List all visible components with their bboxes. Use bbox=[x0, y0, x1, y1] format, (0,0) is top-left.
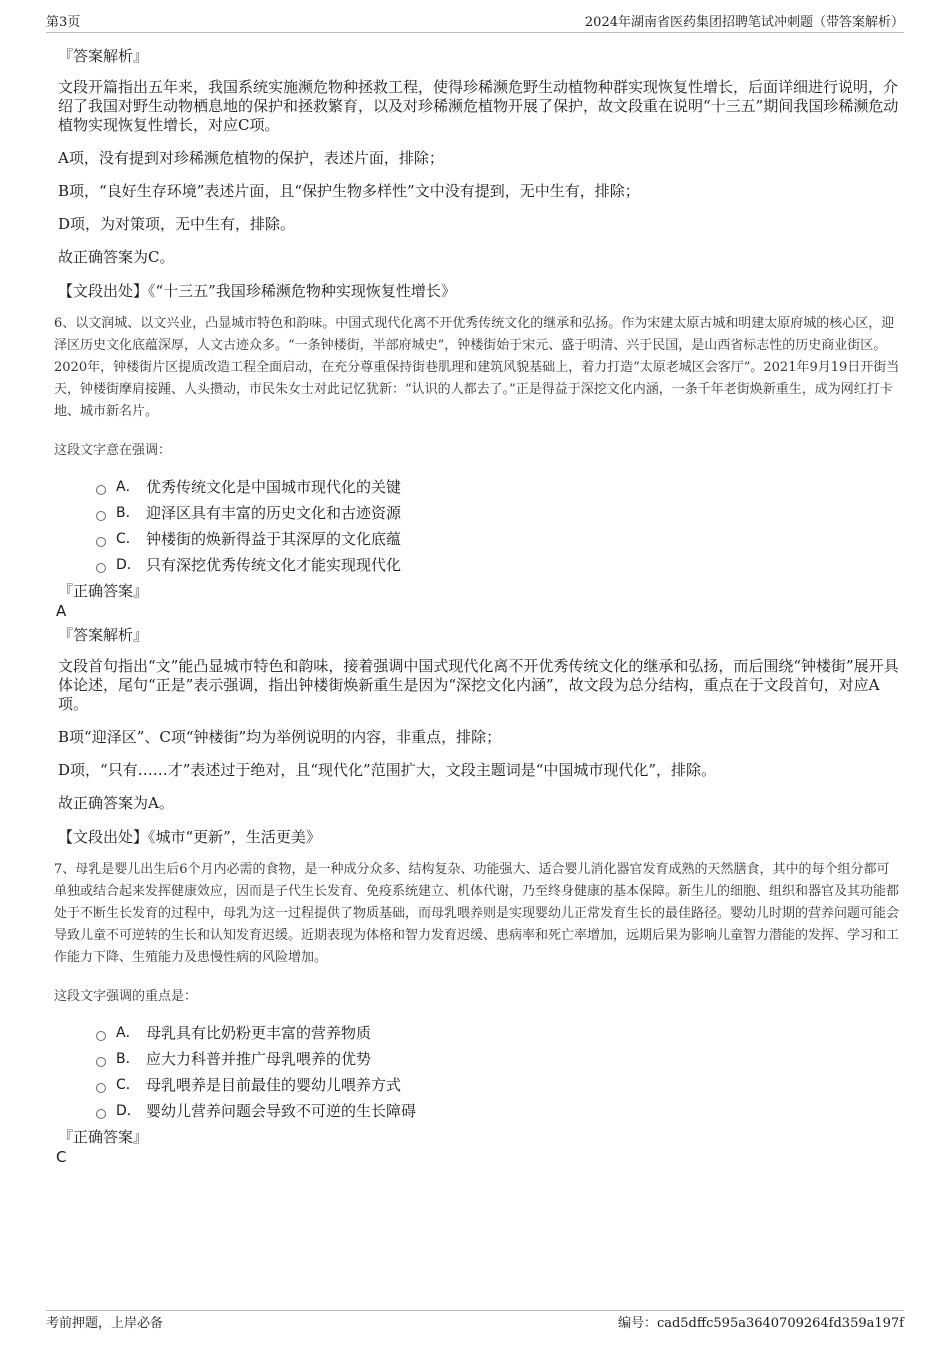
option-text: 母乳喂养是目前最佳的婴幼儿喂养方式 bbox=[146, 1076, 402, 1094]
option-text: 只有深挖优秀传统文化才能实现现代化 bbox=[146, 556, 402, 574]
analysis-option-a: A项，没有提到对珍稀濒危植物的保护，表述片面，排除； bbox=[58, 149, 444, 167]
option-b[interactable] bbox=[96, 503, 900, 523]
document-title: 2024年湖南省医药集团招聘笔试冲刺题（带答案解析） bbox=[584, 15, 904, 30]
option-letter: A． bbox=[116, 1025, 140, 1041]
option-a[interactable] bbox=[96, 1023, 900, 1043]
option-b[interactable] bbox=[96, 1049, 900, 1069]
correct-answer-tag: 『正确答案』 bbox=[58, 1128, 149, 1146]
radio-icon[interactable] bbox=[96, 537, 106, 547]
question-7-prompt: 这段文字强调的重点是： bbox=[54, 989, 198, 1004]
question-6-prompt: 这段文字意在强调： bbox=[54, 443, 172, 458]
radio-icon[interactable] bbox=[96, 1057, 106, 1067]
correct-answer-tag: 『正确答案』 bbox=[58, 582, 149, 600]
conclusion: 故正确答案为C。 bbox=[58, 248, 175, 266]
footer-slogan: 考前押题，上岸必备 bbox=[46, 1316, 164, 1331]
analysis-option-b: B项，“良好生存环境”表述片面，且“保护生物多样性”文中没有提到，无中生有，排除； bbox=[58, 182, 640, 200]
analysis-option-d: D项，“只有……才”表述过于绝对，且“现代化”范围扩大，文段主题词是“中国城市现代化”，排除。 bbox=[58, 761, 717, 779]
radio-icon[interactable] bbox=[96, 563, 106, 573]
option-text: 钟楼街的焕新得益于其深厚的文化底蕴 bbox=[146, 530, 402, 548]
option-text: 应大力科普并推广母乳喂养的优势 bbox=[146, 1050, 372, 1068]
page-number: 第3页 bbox=[46, 15, 81, 30]
question-6-text: 6、以文润城、以文兴业，凸显城市特色和韵味。中国式现代化离不开优秀传统文化的继承和弘扬。作为宋建太原古城和明建太原府城的核心区，迎泽区历史文化底蕴深厚，人文古迹众多。“一条钟楼街，半部府城史”，钟楼街始于宋元、盛于明清、兴于民国，是山西省标志性的历史商业街区。2020年，钟楼街片区提质改造工程全面启动，在充分尊重保持街巷肌理和建筑风貌基础上，着力打造“太原老城区会客厅”。2021年9月19日开街当天，钟楼街摩肩接踵、人头攒动，市民朱女士对此记忆犹新：“认识的人都去了。”正是得益于深挖文化内涵，一条千年老街焕新重生，成为网红打卡地、城市新名片。 bbox=[54, 316, 900, 419]
page-content bbox=[54, 46, 900, 1171]
option-text: 婴幼儿营养问题会导致不可逆的生长障碍 bbox=[146, 1102, 417, 1120]
correct-answer: C bbox=[56, 1148, 67, 1166]
document-code: 编号：cad5dffc595a3640709264fd359a197f bbox=[617, 1316, 904, 1331]
conclusion: 故正确答案为A。 bbox=[58, 794, 174, 812]
option-d[interactable] bbox=[96, 1101, 900, 1121]
option-text: 迎泽区具有丰富的历史文化和古迹资源 bbox=[146, 504, 402, 522]
question-6-options bbox=[96, 477, 900, 575]
option-c[interactable] bbox=[96, 1075, 900, 1095]
page-footer bbox=[46, 1310, 904, 1335]
option-a[interactable] bbox=[96, 477, 900, 497]
option-letter: D． bbox=[116, 557, 141, 573]
option-letter: B． bbox=[116, 505, 140, 521]
passage-source: 【文段出处】《城市“更新”，生活更美》 bbox=[58, 828, 321, 846]
option-text: 母乳具有比奶粉更丰富的营养物质 bbox=[146, 1024, 372, 1042]
option-letter: C． bbox=[116, 531, 140, 547]
option-d[interactable] bbox=[96, 555, 900, 575]
option-text: 优秀传统文化是中国城市现代化的关键 bbox=[146, 478, 402, 496]
radio-icon[interactable] bbox=[96, 1109, 106, 1119]
radio-icon[interactable] bbox=[96, 485, 106, 495]
analysis-intro: 文段开篇指出五年来，我国系统实施濒危物种拯救工程，使得珍稀濒危野生动植物种群实现恢复性增长，后面详细进行说明，介绍了我国对野生动物栖息地的保护和拯救繁育，以及对珍稀濒危植物开展了保护，故文段重在说明“十三五”期间我国珍稀濒危动植物实现恢复性增长，对应C项。 bbox=[58, 78, 899, 134]
radio-icon[interactable] bbox=[96, 1031, 106, 1041]
option-letter: D． bbox=[116, 1103, 141, 1119]
analysis-option-d: D项，为对策项，无中生有，排除。 bbox=[58, 215, 296, 233]
radio-icon[interactable] bbox=[96, 1083, 106, 1093]
correct-answer: A bbox=[56, 602, 67, 620]
radio-icon[interactable] bbox=[96, 511, 106, 521]
question-7-options bbox=[96, 1023, 900, 1121]
option-c[interactable] bbox=[96, 529, 900, 549]
option-letter: A． bbox=[116, 479, 140, 495]
analysis-tag: 『答案解析』 bbox=[58, 47, 149, 65]
option-letter: C． bbox=[116, 1077, 140, 1093]
option-letter: B． bbox=[116, 1051, 140, 1067]
passage-source: 【文段出处】《“十三五”我国珍稀濒危物种实现恢复性增长》 bbox=[58, 282, 456, 300]
analysis-tag: 『答案解析』 bbox=[58, 626, 149, 644]
analysis-intro: 文段首句指出“文”能凸显城市特色和韵味，接着强调中国式现代化离不开优秀传统文化的继承和弘扬，而后围绕“钟楼街”展开具体论述，尾句“正是”表示强调，指出钟楼街焕新重生是因为“深挖文化内涵”，故文段为总分结构，重点在于文段首句，对应A项。 bbox=[58, 657, 899, 713]
question-7-text: 7、母乳是婴儿出生后6个月内必需的食物，是一种成分众多、结构复杂、功能强大、适合婴儿消化器官发育成熟的天然膳食，其中的每个组分都可单独或结合起来发挥健康效应，因而是子代生长发育、免疫系统建立、机体代谢，乃至终身健康的基本保障。新生儿的细胞、组织和器官及其功能都处于不断生长发育的过程中，母乳为这一过程提供了物质基础，而母乳喂养则是实现婴幼儿正常发育生长的最佳路径。婴幼儿时期的营养问题可能会导致儿童不可逆转的生长和认知发育迟缓。近期表现为体格和智力发育迟缓、患病率和死亡率增加，远期后果为影响儿童智力潜能的发挥、学习和工作能力下降、生殖能力及患慢性病的风险增加。 bbox=[54, 862, 900, 965]
analysis-option-bc: B项“迎泽区”、C项“钟楼街”均为举例说明的内容，非重点，排除； bbox=[58, 728, 502, 746]
page-header bbox=[46, 12, 904, 33]
